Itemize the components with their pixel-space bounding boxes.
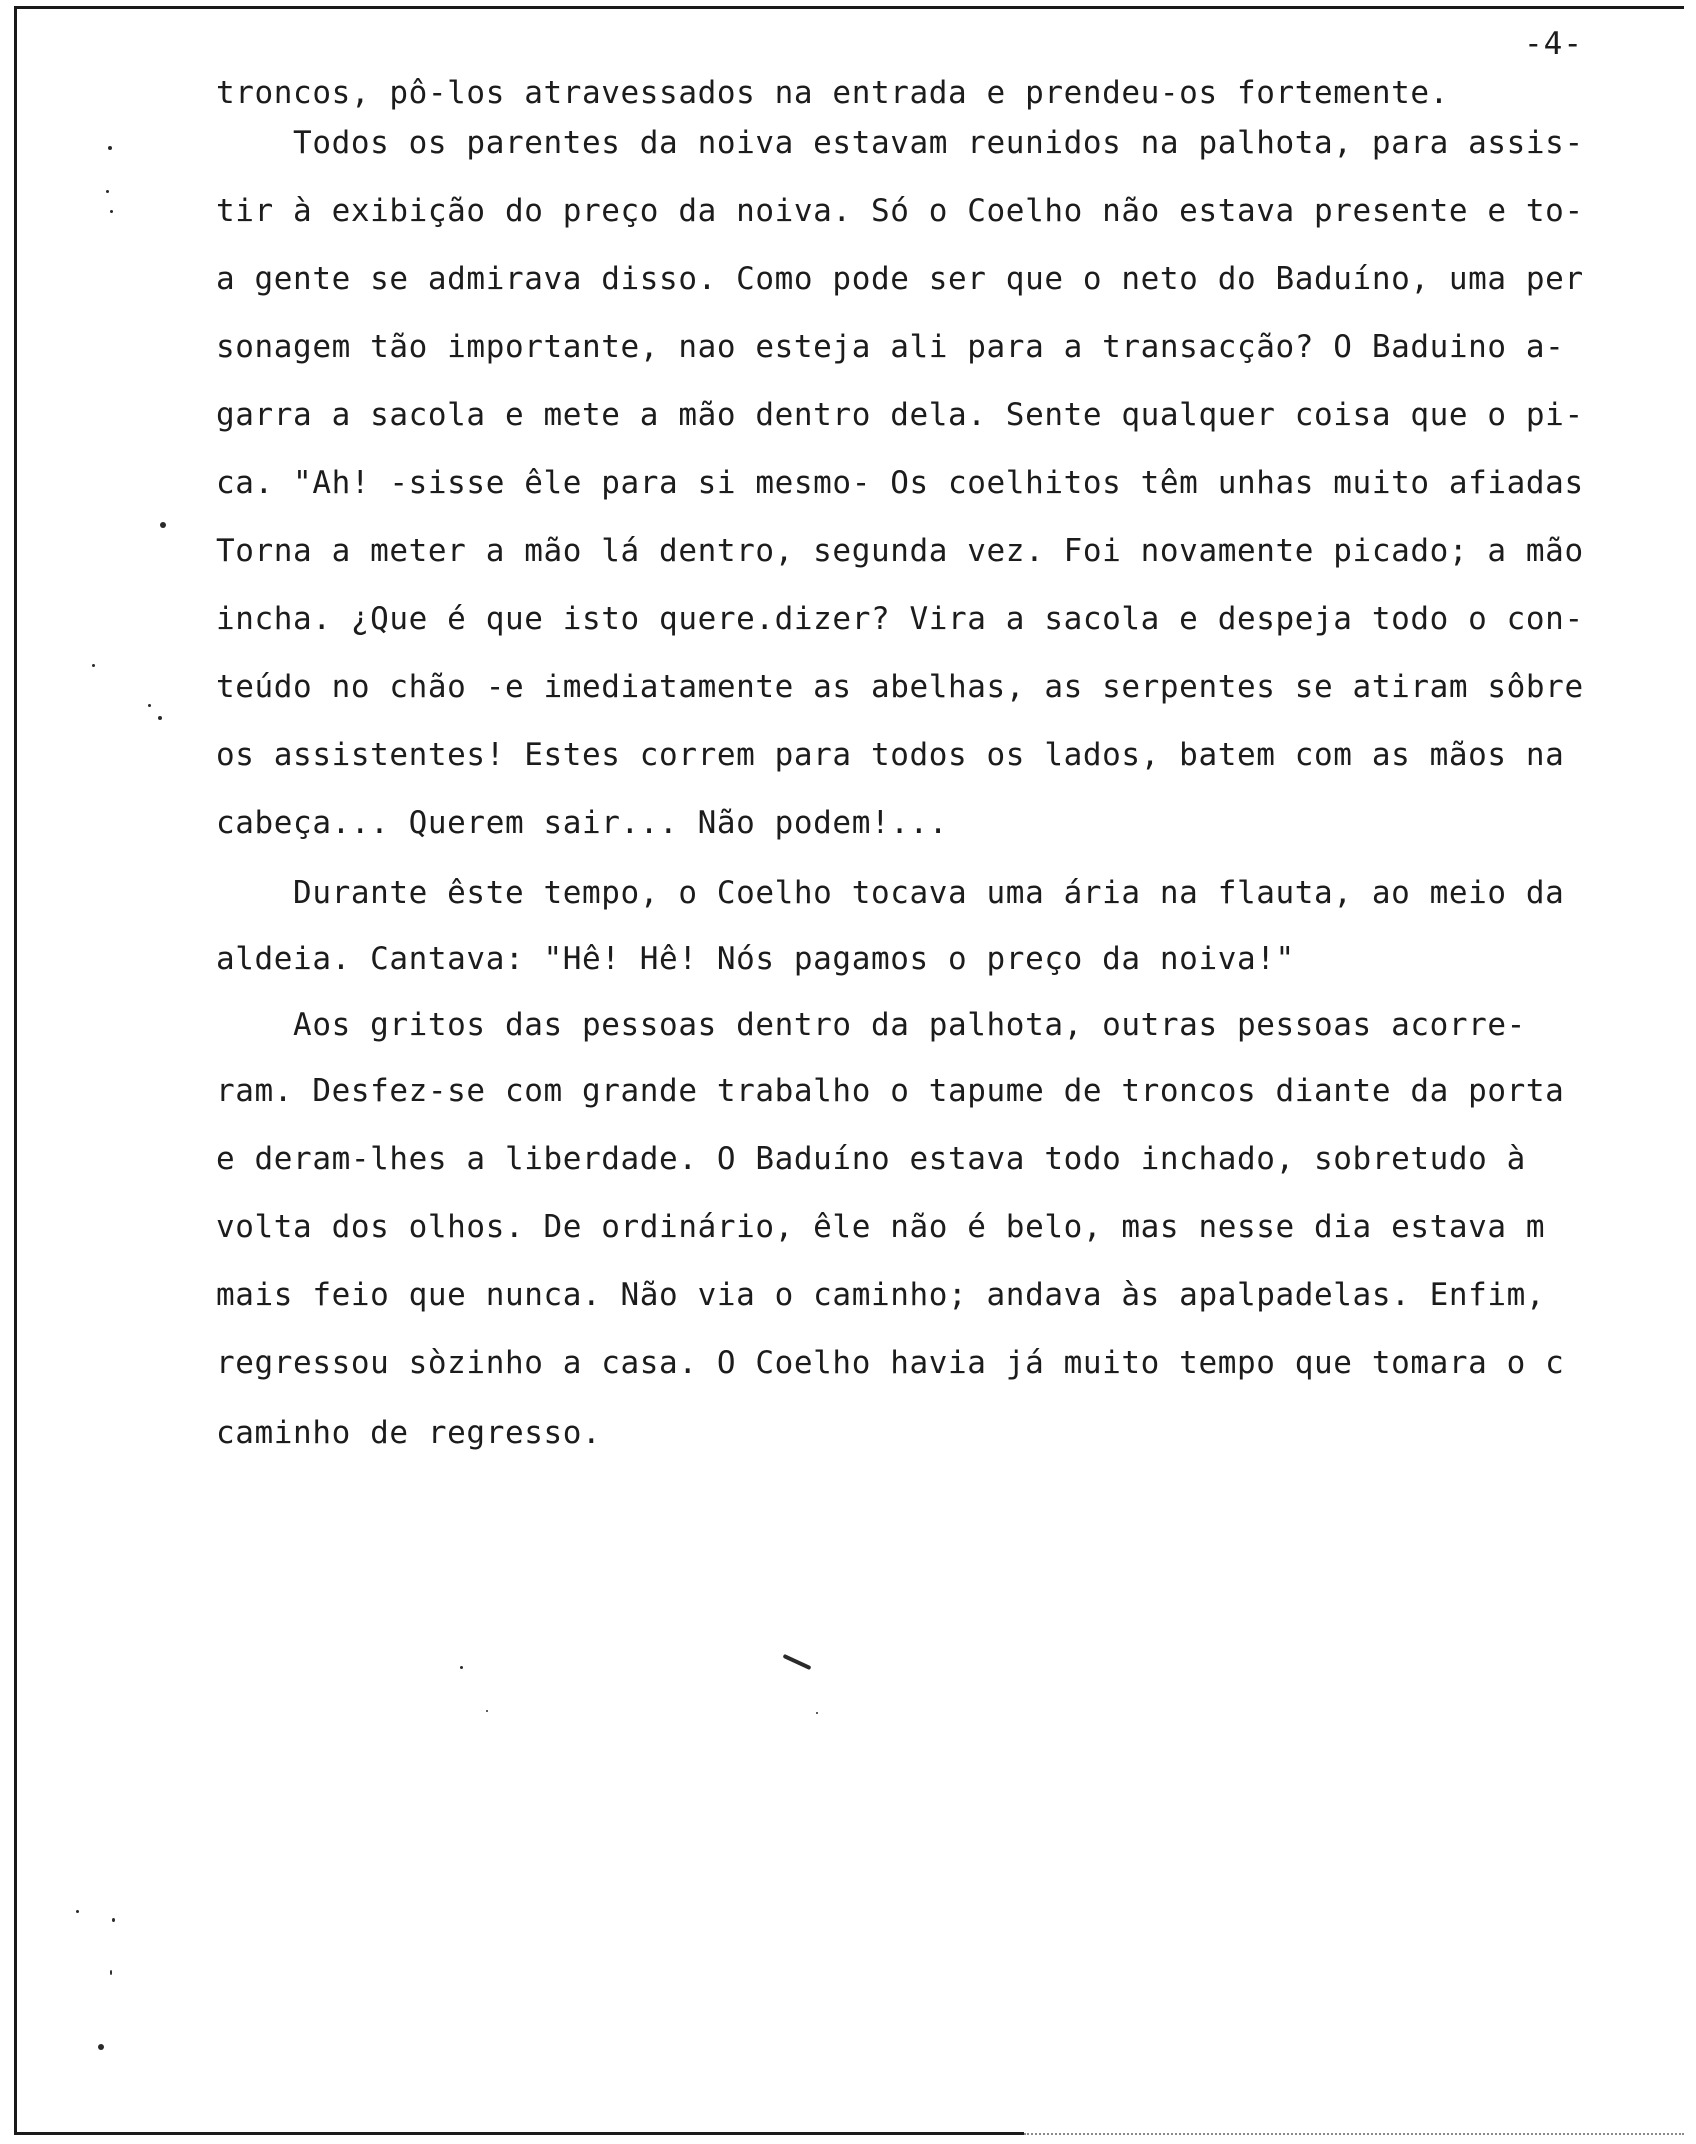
scan-speck <box>92 664 95 667</box>
page-border-bottom <box>14 2132 1024 2135</box>
page-border-top <box>14 6 1684 9</box>
scan-speck <box>816 1712 818 1714</box>
scan-speck <box>108 146 112 150</box>
scan-speck <box>112 1918 115 1922</box>
page-border-bottom-faint <box>1024 2133 1684 2135</box>
text-line: garra a sacola e mete a mão dentro dela. Sente qualquer coisa que o pi- <box>216 397 1584 433</box>
text-line: tir à exibição do preço da noiva. Só o Coelho não estava presente e to- <box>216 193 1584 229</box>
text-line: aldeia. Cantava: "Hê! Hê! Nós pagamos o preço da noiva!" <box>216 941 1295 977</box>
text-line: a gente se admirava disso. Como pode ser que o neto do Baduíno, uma per <box>216 261 1584 297</box>
scan-speck <box>106 190 109 193</box>
text-line: Todos os parentes da noiva estavam reunidos na palhota, para assis- <box>216 125 1584 161</box>
text-line: Torna a meter a mão lá dentro, segunda vez. Foi novamente picado; a mão <box>216 533 1584 569</box>
page-number: -4- <box>1524 26 1583 62</box>
scan-speck <box>148 704 151 707</box>
page-border-left <box>14 6 17 2134</box>
text-line: e deram-lhes a liberdade. O Baduíno estava todo inchado, sobretudo à <box>216 1141 1526 1177</box>
scan-mark <box>783 1654 812 1670</box>
scan-speck <box>160 522 166 528</box>
text-line: incha. ¿Que é que isto quere.dizer? Vira a sacola e despeja todo o con- <box>216 601 1584 637</box>
text-line: ca. "Ah! -sisse êle para si mesmo- Os coelhitos têm unhas muito afiadas <box>216 465 1584 501</box>
scan-speck <box>158 716 162 720</box>
text-line: caminho de regresso. <box>216 1415 602 1451</box>
text-line: Durante êste tempo, o Coelho tocava uma ária na flauta, ao meio da <box>216 875 1565 911</box>
scan-speck <box>110 1970 112 1975</box>
scan-speck <box>76 1910 79 1913</box>
text-line: sonagem tão importante, nao esteja ali para a transacção? O Baduino a- <box>216 329 1565 365</box>
text-line: cabeça... Querem sair... Não podem!... <box>216 805 949 841</box>
text-line: ram. Desfez-se com grande trabalho o tapume de troncos diante da porta <box>216 1073 1565 1109</box>
text-line: volta dos olhos. De ordinário, êle não é belo, mas nesse dia estava m <box>216 1209 1546 1245</box>
text-line: Aos gritos das pessoas dentro da palhota, outras pessoas acorre- <box>216 1007 1526 1043</box>
text-line: mais feio que nunca. Não via o caminho; andava às apalpadelas. Enfim, <box>216 1277 1546 1313</box>
text-line: regressou sòzinho a casa. O Coelho havia já muito tempo que tomara o c <box>216 1345 1565 1381</box>
scan-speck <box>486 1710 488 1712</box>
text-line: teúdo no chão -e imediatamente as abelhas, as serpentes se atiram sôbre <box>216 669 1584 705</box>
scan-speck <box>110 210 113 213</box>
text-line: os assistentes! Estes correm para todos os lados, batem com as mãos na <box>216 737 1565 773</box>
scan-speck <box>98 2044 104 2050</box>
scan-speck <box>460 1666 463 1669</box>
text-line: troncos, pô-los atravessados na entrada e prendeu-os fortemente. <box>216 75 1449 111</box>
